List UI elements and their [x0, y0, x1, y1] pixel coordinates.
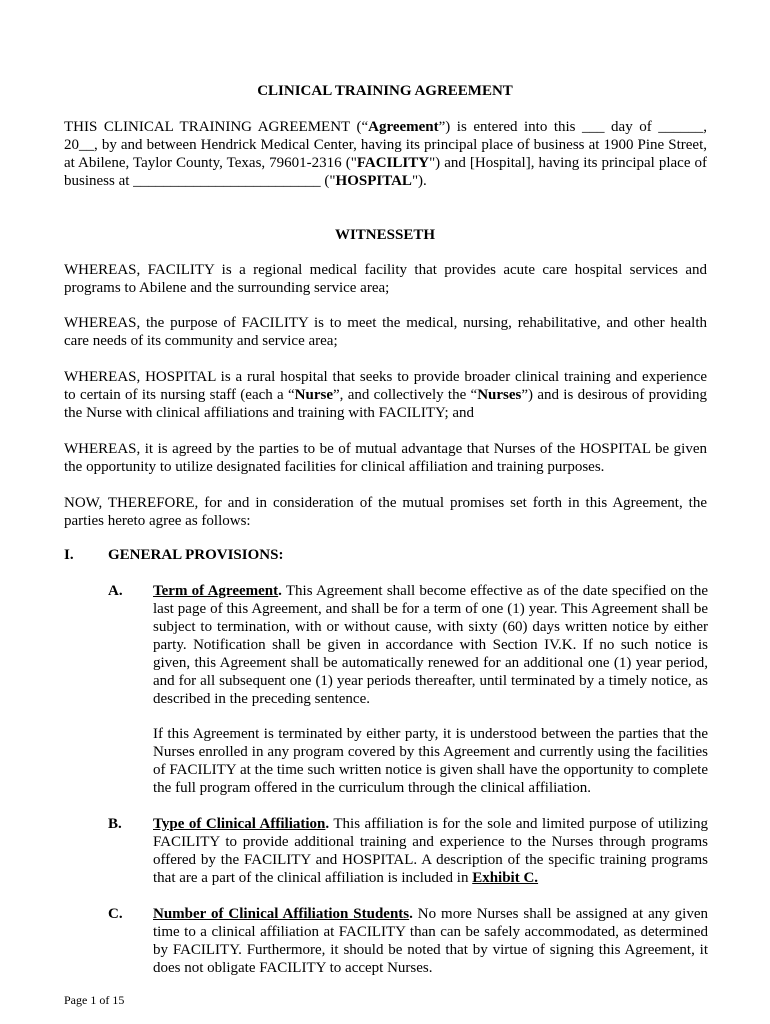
- subsection-a-text: This Agreement shall become effective as of the date specified on the last page of this Agreement, and shall be for a term of one (1) year. This Agreement shall be subject to termination, with or without cause, with sixty (60) days written notice by either party. Notification shall be given in accordance with Section IV.K. If no such notice is given, this Agreement shall be automatically renewed for an additional one (1) year period, and for all subsequent one (1) year periods thereafter, until terminated by a timely notice, as described in the preceding sentence.: [153, 583, 709, 707]
- whereas-paragraph-2: WHEREAS, the purpose of FACILITY is to meet the medical, nursing, rehabilitative, and other health care needs of its community and service area;: [64, 315, 707, 349]
- subsection-b-dot: .: [325, 816, 330, 832]
- subsection-b-body: [153, 815, 708, 887]
- exhibit-c-reference: Exhibit C.: [472, 870, 539, 886]
- page-number-footer: Page 1 of 15: [64, 993, 125, 1007]
- section-number: I.: [64, 547, 74, 563]
- subsection-c-dot: .: [409, 906, 413, 922]
- subsection-c-heading: Number of Clinical Affiliation Students: [153, 906, 410, 922]
- section-title: GENERAL PROVISIONS:: [108, 547, 284, 563]
- subsection-b-letter: B.: [108, 816, 122, 832]
- intro-facility-term: FACILITY: [356, 155, 430, 171]
- subsection-a-paragraph-2: If this Agreement is terminated by either party, it is understood between the parties that the Nurses enrolled in any program covered by this Agreement and currently using the facilities of FACILITY at the time such written notice is given shall have the opportunity to complete the full program offered in the curriculum through the clinical affiliation.: [153, 726, 708, 796]
- whereas3-text-1: WHEREAS, HOSPITAL is a rural hospital that seeks to provide broader clinical training and experience to certain of its nursing staff (each a “: [64, 369, 707, 403]
- whereas-paragraph-1: WHEREAS, FACILITY is a regional medical facility that provides acute care hospital services and programs to Abilene and the surrounding service area;: [64, 262, 707, 296]
- whereas3-text-3: ”) and is desirous of providing the Nurse with clinical affiliations and training with FACILITY; and: [64, 387, 707, 421]
- intro-hospital-term: HOSPITAL: [335, 173, 412, 189]
- whereas3-nurse-term: Nurse: [294, 387, 333, 403]
- now-therefore-paragraph: NOW, THEREFORE, for and in consideration of the mutual promises set forth in this Agreement, the parties hereto agree as follows:: [64, 495, 707, 529]
- whereas3-nurses-term: Nurses: [477, 387, 522, 403]
- intro-text-3: ") and [Hospital], having its principal place of business at _________________________ (": [64, 155, 707, 189]
- subsection-a-dot: .: [278, 583, 282, 599]
- intro-text-1: THIS CLINICAL TRAINING AGREEMENT (“: [64, 119, 369, 135]
- subsection-b-text: This affiliation is for the sole and limited purpose of utilizing FACILITY to provide additional training and experience to the Nurses through programs offered by the FACILITY and HOSPITAL. A description of the specific training programs that are a part of the clinical affiliation is included in: [153, 816, 708, 886]
- intro-text-2: ”) is entered into this ___ day of ______, 20__, by and between Hendrick Medical Center, having its principal place of business at 1900 Pine Street, at Abilene, Taylor County, Texas, 79601-2316 (": [64, 119, 707, 171]
- whereas-paragraph-3: [64, 368, 707, 422]
- intro-paragraph: [64, 118, 707, 190]
- subsection-c-letter: C.: [108, 906, 123, 922]
- intro-text-4: ").: [411, 173, 427, 189]
- subsection-a-letter: A.: [108, 583, 123, 599]
- whereas-paragraph-4: WHEREAS, it is agreed by the parties to be of mutual advantage that Nurses of the HOSPITAL be given the opportunity to utilize designated facilities for clinical affiliation and training purposes.: [64, 441, 707, 475]
- document-title: CLINICAL TRAINING AGREEMENT: [257, 83, 513, 99]
- subsection-a-heading: Term of Agreement: [153, 583, 279, 599]
- witnesseth-heading: WITNESSETH: [334, 227, 436, 243]
- subsection-a-body: [153, 582, 708, 708]
- subsection-c-text: No more Nurses shall be assigned at any given time to a clinical affiliation at FACILITY than can be safely accommodated, as determined by FACILITY. Furthermore, it should be noted that by virtue of signing this Agreement, it does not obligate FACILITY to accept Nurses.: [153, 906, 708, 976]
- whereas3-text-2: ”, and collectively the “: [333, 387, 478, 403]
- subsection-c-body: [153, 905, 708, 977]
- subsection-b-heading: Type of Clinical Affiliation: [153, 816, 326, 832]
- intro-agreement-term: Agreement: [368, 119, 439, 135]
